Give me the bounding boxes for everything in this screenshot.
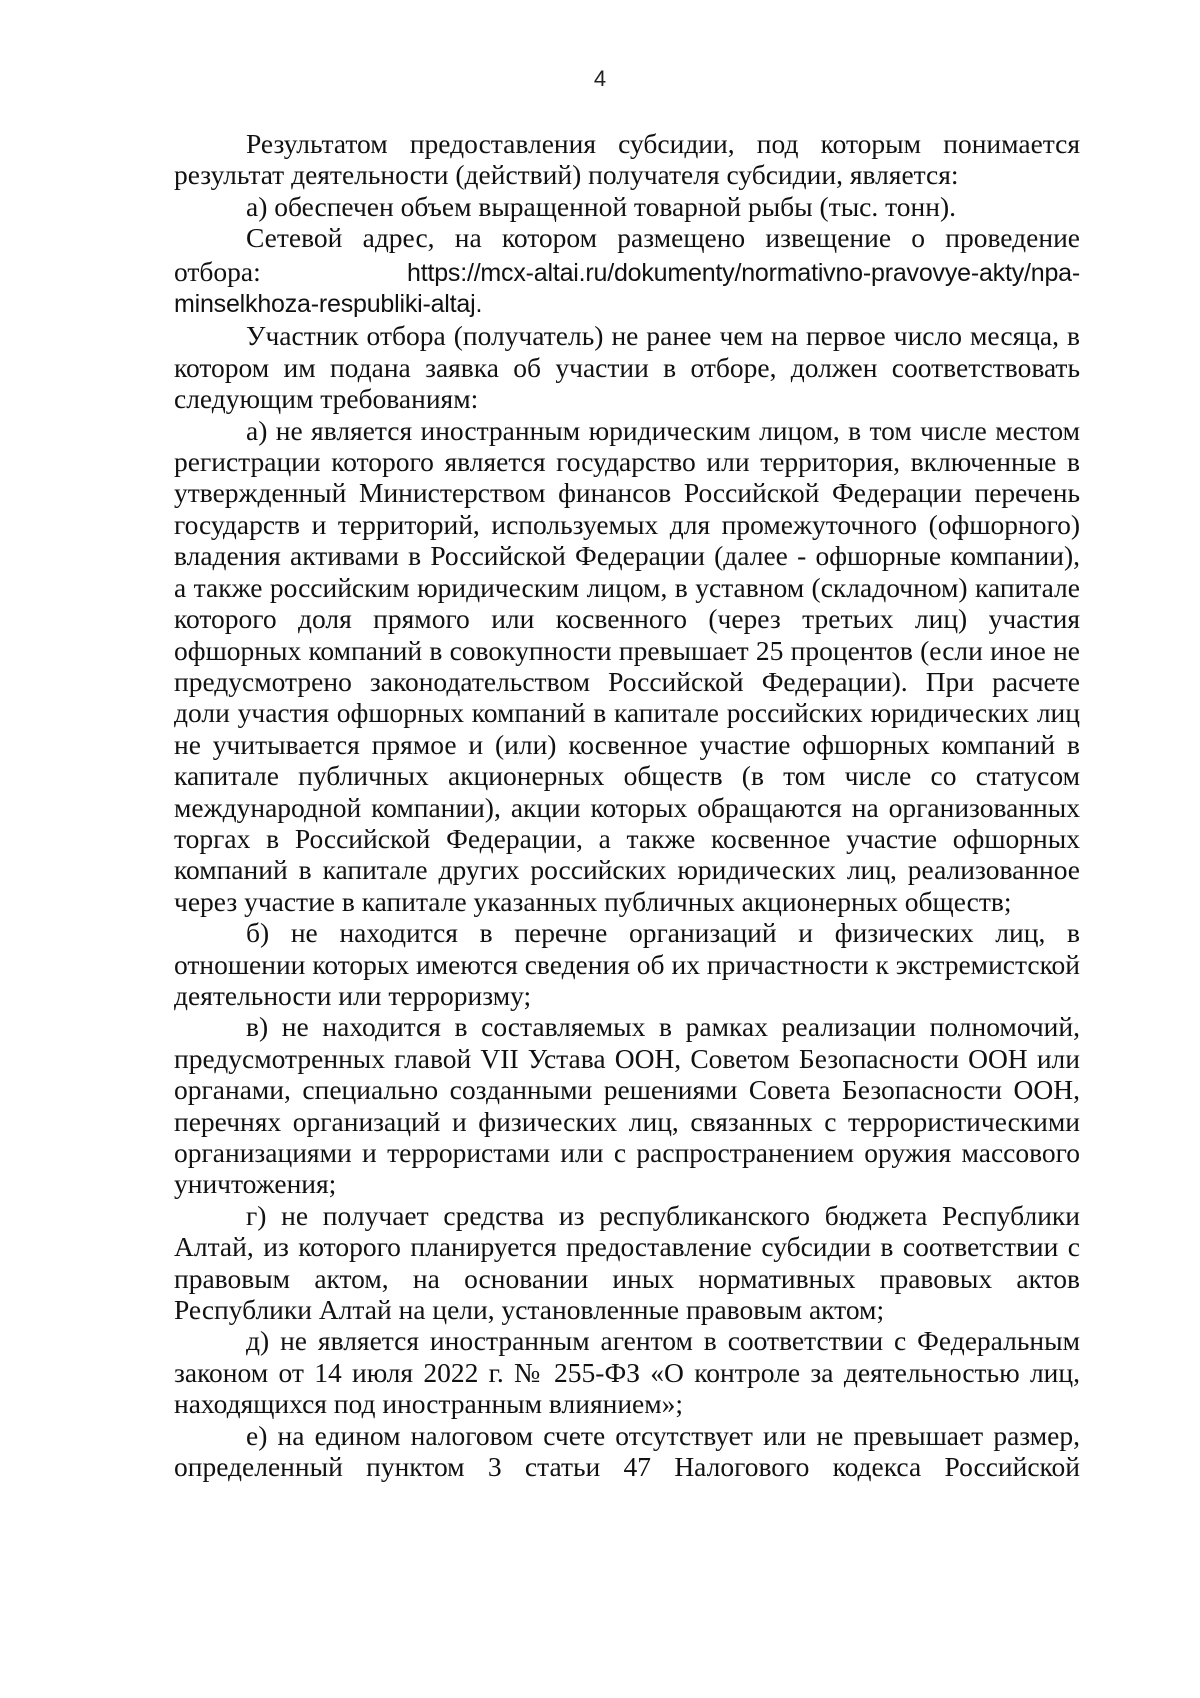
network-address-lead: Сетевой адрес, на котором размещено извещение о проведение отбора: bbox=[174, 222, 1080, 287]
paragraph-requirement-g: г) не получает средства из республиканского бюджета Республики Алтай, из которого планируется предоставление субсидии в соответствии с правовым актом, на основании иных нормативных правовых актов Республики Алтай на цели, установленные правовым актом; bbox=[174, 1199, 1080, 1326]
paragraph-requirement-v: в) не находится в составляемых в рамках реализации полномочий, предусмотренных главой VII Устава ООН, Советом Безопасности ООН или органами, специально созданными решениями Совета Безопасности ООН, перечнях организаций и физических лиц, связанных с террористическими организациями и террористами или с распространением оружия массового уничтожения; bbox=[174, 1011, 1080, 1200]
paragraph-requirement-a: а) не является иностранным юридическим лицом, в том числе местом регистрации которого является государство или территория, включенные в утвержденный Министерством финансов Российской Федерации перечень государств и территорий, используемых для промежуточного (офшорного) владения активами в Российской Федерации (далее - офшорные компании), а также российским юридическим лицом, в уставном (складочном) капитале которого доля прямого или косвенного (через третьих лиц) участия офшорных компаний в совокупности превышает 25 процентов (если иное не предусмотрено законодательством Российской Федерации). При расчете доли участия офшорных компаний в капитале российских юридических лиц не учитывается прямое и (или) косвенное участие офшорных компаний в капитале публичных акционерных обществ (в том числе со статусом международной компании), акции которых обращаются на организованных торгах в Российской Федерации, а также косвенное участие офшорных компаний в капитале других российских юридических лиц, реализованное через участие в капитале указанных публичных акционерных обществ; bbox=[174, 414, 1080, 917]
paragraph-result-definition: Результатом предоставления субсидии, под которым понимается результат деятельности (действий) получателя субсидии, является: bbox=[174, 128, 1080, 191]
paragraph-requirement-b: б) не находится в перечне организаций и физических лиц, в отношении которых имеются сведения об их причастности к экстремистской деятельности или терроризму; bbox=[174, 917, 1080, 1011]
document-body bbox=[174, 128, 1080, 1482]
paragraph-result-item-a: а) обеспечен объем выращенной товарной рыбы (тыс. тонн). bbox=[246, 190, 957, 222]
network-address-url: https://mcx-altai.ru/dokumenty/normativno-pravovye-akty/npa-minselkhoza-respubliki-altaj. bbox=[174, 258, 1080, 319]
paragraph-requirement-d: д) не является иностранным агентом в соответствии с Федеральным законом от 14 июля 2022 г. № 255-ФЗ «О контроле за деятельностью лиц, находящихся под иностранным влиянием»; bbox=[174, 1325, 1080, 1420]
paragraph-requirement-e: е) на едином налоговом счете отсутствует или не превышает размер, определенный пунктом 3 статьи 47 Налогового кодекса Российской bbox=[174, 1419, 1080, 1483]
page-number: 4 bbox=[593, 66, 607, 91]
paragraph-network-address bbox=[174, 222, 1080, 320]
paragraph-participant-requirements: Участник отбора (получатель) не ранее чем на первое число месяца, в котором им подана заявка об участии в отборе, должен соответствовать следующим требованиям: bbox=[174, 320, 1080, 415]
